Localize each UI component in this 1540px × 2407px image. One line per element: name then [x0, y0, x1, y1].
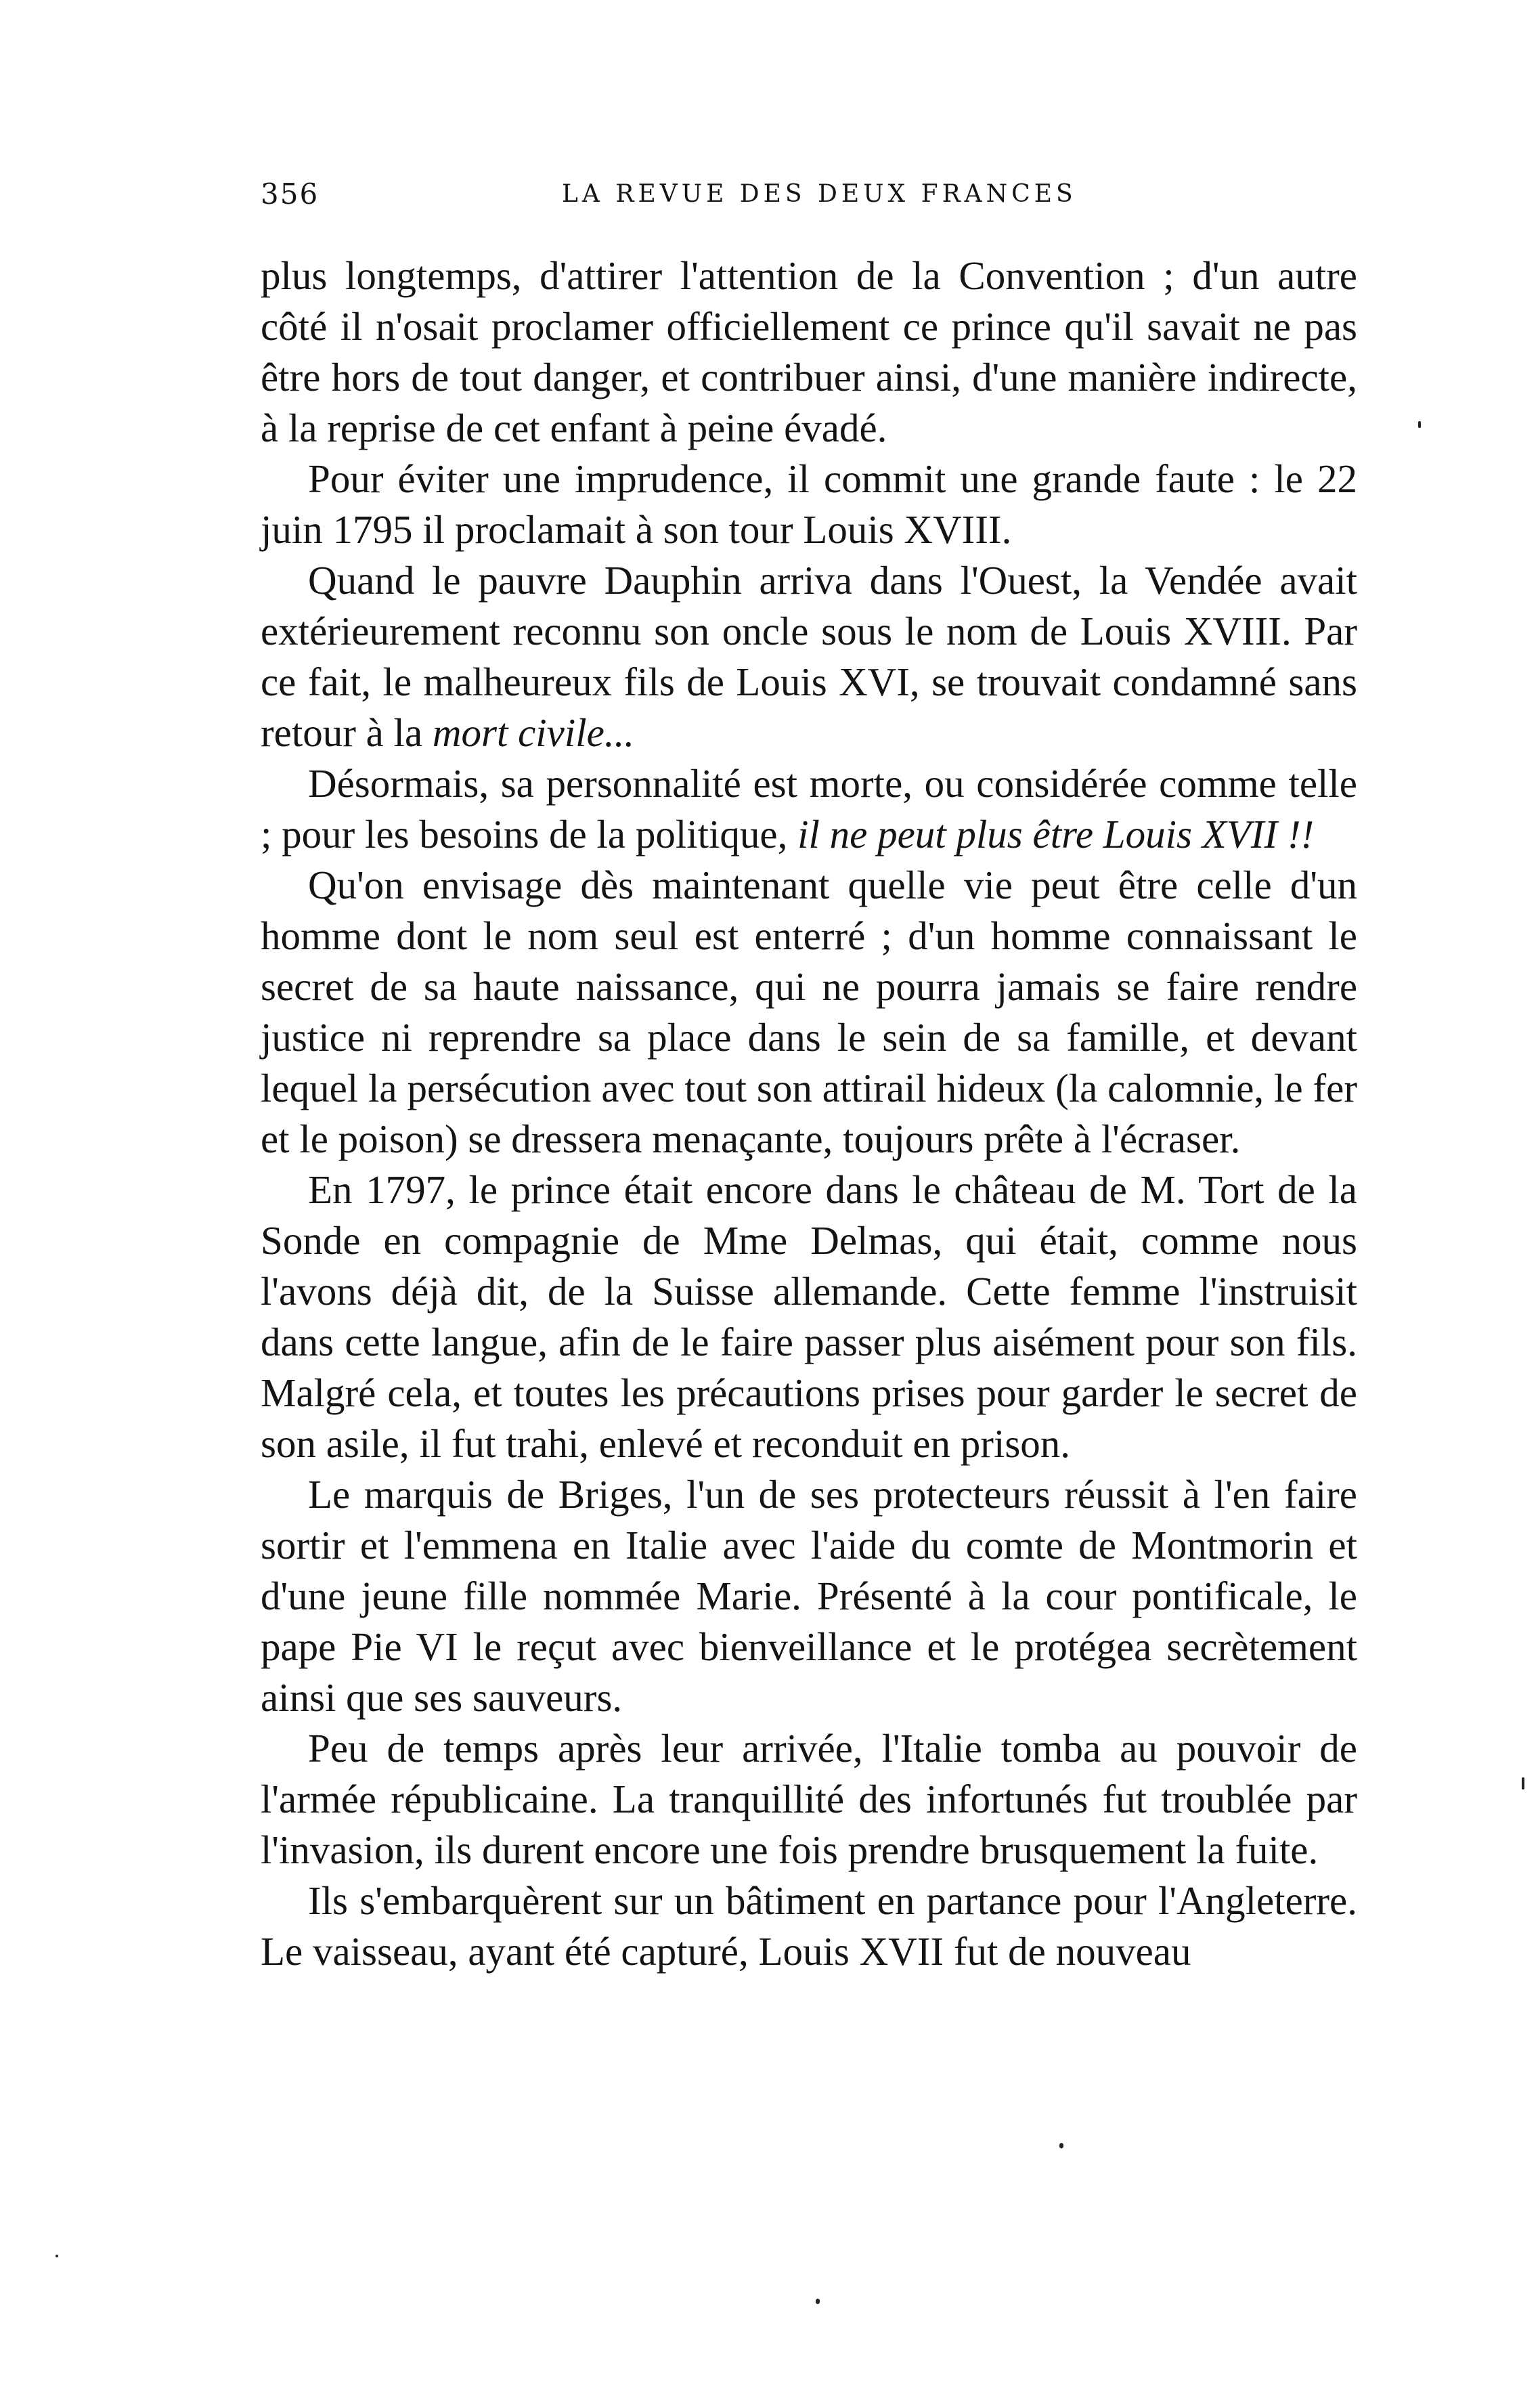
ink-speck [816, 2299, 820, 2304]
paragraph [261, 1723, 1357, 1875]
paragraph [261, 1165, 1357, 1469]
paragraph [261, 758, 1357, 860]
paragraph-text: Le marquis de Briges, l'un de ses protecteurs réussit à l'en faire sortir et l'emmena en Italie avec l'aide du comte de Montmorin et d'une jeune fille nommée Marie. Présenté à la cour pontificale, le pape Pie VI le reçut avec bienveillance et le protégea secrètement ainsi que ses sauveurs. [261, 1472, 1357, 1720]
paragraph-text: Peu de temps après leur arrivée, l'Italie tomba au pouvoir de l'armée républicaine. La tranquillité des infortunés fut troublée par l'invasion, ils durent encore une fois prendre brusquement la fuite. [261, 1726, 1357, 1872]
ink-speck [56, 2255, 58, 2257]
paragraph [261, 555, 1357, 758]
paragraph [261, 1469, 1357, 1723]
paragraph-text: Ils s'embarquèrent sur un bâtiment en partance pour l'Angleterre. Le vaisseau, ayant été capturé, Louis XVII fut de nouveau [261, 1878, 1357, 1974]
paragraph-text: Pour éviter une imprudence, il commit une grande faute : le 22 juin 1795 il proclamait à son tour Louis XVIII. [261, 456, 1357, 552]
paragraph [261, 1875, 1357, 1977]
paragraph [261, 860, 1357, 1165]
italic-phrase: mort civile... [432, 710, 635, 755]
italic-phrase: il ne peut plus être Louis XVII !! [797, 812, 1315, 856]
ink-speck [1418, 421, 1421, 428]
paragraph-text: En 1797, le prince était encore dans le château de M. Tort de la Sonde en compagnie de Mme Delmas, qui était, comme nous l'avons déjà dit, de la Suisse allemande. Cette femme l'instruisit dans cette langue, afin de le faire passer plus aisément pour son fils. Malgré cela, et toutes les précautions prises pour garder le secret de son asile, il fut trahi, enlevé et reconduit en prison. [261, 1167, 1357, 1466]
body-text [261, 251, 1357, 1977]
ink-speck [1059, 2143, 1063, 2148]
ink-speck [1522, 1777, 1524, 1790]
page-number: 356 [261, 177, 320, 211]
paragraph [261, 251, 1357, 454]
paragraph-text: Quand le pauvre Dauphin arriva dans l'Ouest, la Vendée avait extérieurement reconnu son oncle sous le nom de Louis XVIII. Par ce fait, le malheureux fils de Louis XVI, se trouvait condamné sans retour à la [261, 558, 1357, 755]
journal-title: LA REVUE DES DEUX FRANCES [562, 180, 1077, 208]
paragraph-text: Désormais, sa personnalité est morte, ou considérée comme telle ; pour les besoins de la politique, [261, 761, 1357, 856]
paragraph [261, 454, 1357, 555]
paragraph-text: Qu'on envisage dès maintenant quelle vie peut être celle d'un homme dont le nom seul est enterré ; d'un homme connaissant le secret de sa haute naissance, qui ne pourra jamais se faire rendre justice ni reprendre sa place dans le sein de sa famille, et devant lequel la persécution avec tout son attirail hideux (la calomnie, le fer et le poison) se dressera menaçante, toujours prête à l'écraser. [261, 863, 1357, 1161]
running-head [261, 177, 1357, 218]
paragraph-text: plus longtemps, d'attirer l'attention de la Convention ; d'un autre côté il n'osait proclamer officiellement ce prince qu'il savait ne pas être hors de tout danger, et contribuer ainsi, d'une manière indirecte, à la reprise de cet enfant à peine évadé. [261, 253, 1357, 450]
